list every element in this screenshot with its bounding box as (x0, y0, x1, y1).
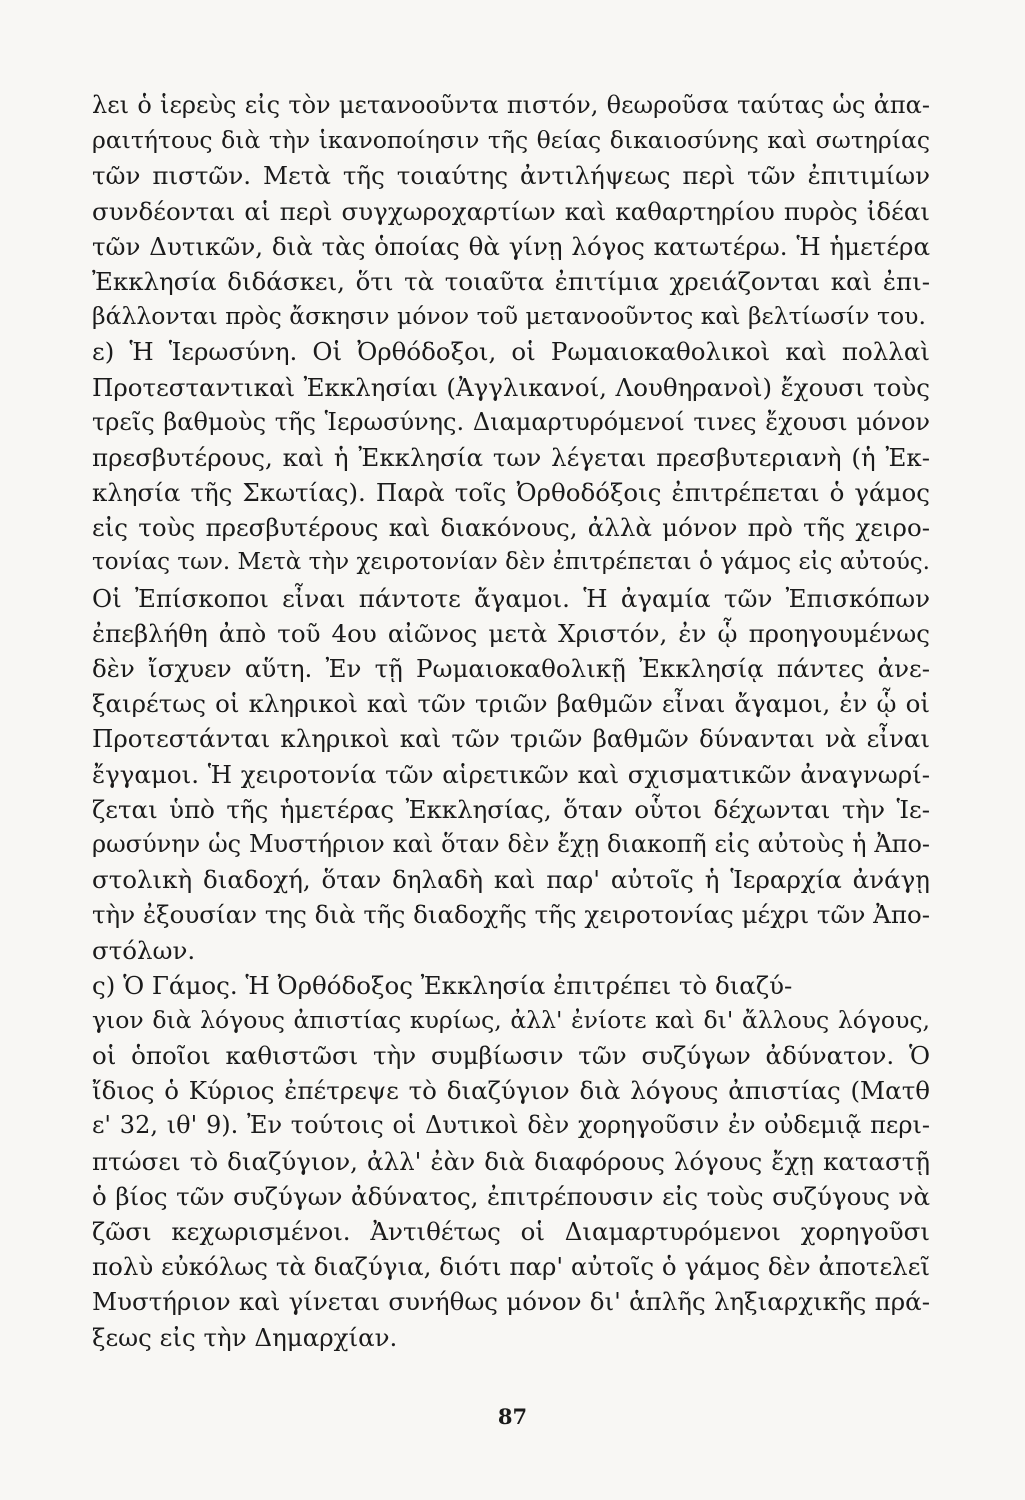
text-line: βάλλονται πρὸς ἄσκησιν μόνον τοῦ μετανοοῦντος καὶ βελτίωσίν του. (92, 302, 926, 331)
text-line: ε' 32, ιθ' 9). Ἐν τούτοις οἱ Δυτικοὶ δὲν χορηγοῦσιν ἐν οὐδεμιᾷ περι- (92, 1111, 930, 1140)
text-line: Μυστήριον καὶ γίνεται συνήθως μόνον δι' ἁπλῆς ληξιαρχικῆς πρά- (92, 1287, 930, 1317)
text-line: ζεται ὑπὸ τῆς ἡμετέρας Ἐκκλησίας, ὅταν οὗτοι δέχωνται τὴν Ἱε- (92, 794, 930, 824)
body-text (92, 88, 930, 1355)
text-line: ἐπεβλήθη ἀπὸ τοῦ 4ου αἰῶνος μετὰ Χριστόν, ἐν ᾧ προηγουμένως (92, 618, 930, 648)
text-line: πτώσει τὸ διαζύγιον, ἀλλ' ἐὰν διὰ διαφόρους λόγους ἔχῃ καταστῇ (92, 1146, 930, 1176)
text-line: εἰς τοὺς πρεσβυτέρους καὶ διακόνους, ἀλλὰ μόνον πρὸ τῆς χειρο- (92, 513, 930, 543)
text-line: δὲν ἴσχυεν αὕτη. Ἐν τῇ Ρωμαιοκαθολικῇ Ἐκκλησίᾳ πάντες ἀνε- (92, 654, 930, 683)
text-line: ξεως εἰς τὴν Δημαρχίαν. (92, 1322, 398, 1352)
text-line: τῶν Δυτικῶν, διὰ τὰς ὁποίας θὰ γίνῃ λόγος κατωτέρω. Ἡ ἡμετέρα (92, 231, 930, 261)
text-line: γιον διὰ λόγους ἀπιστίας κυρίως, ἀλλ' ἐνίοτε καὶ δι' ἄλλους λόγους, (92, 1005, 930, 1034)
text-line: ἴδιος ὁ Κύριος ἐπέτρεψε τὸ διαζύγιον διὰ λόγους ἀπιστίας (Ματθ (92, 1076, 930, 1106)
text-line: ς) Ὁ Γάμος. Ἡ Ὀρθόδοξος Ἐκκλησία ἐπιτρέπει τὸ διαζύ- (92, 970, 793, 1000)
text-line: λει ὁ ἱερεὺς εἰς τὸν μετανοοῦντα πιστόν, θεωροῦσα ταύτας ὡς ἀπα- (92, 91, 930, 119)
text-line: πρεσβυτέρους, καὶ ἡ Ἐκκλησία των λέγεται πρεσβυτεριανὴ (ἡ Ἐκ- (92, 442, 930, 472)
text-line: τρεῖς βαθμοὺς τῆς Ἱερωσύνης. Διαμαρτυρόμενοί τινες ἔχουσι μόνον (92, 407, 930, 436)
text-line: συνδέονται αἱ περὶ συγχωροχαρτίων καὶ καθαρτηρίου πυρὸς ἰδέαι (92, 196, 930, 226)
text-line: στόλων. (92, 935, 196, 965)
text-line: πολὺ εὐκόλως τὰ διαζύγια, διότι παρ' αὐτοῖς ὁ γάμος δὲν ἀποτελεῖ (92, 1252, 930, 1282)
text-line: Προτεστάνται κληρικοὶ καὶ τῶν τριῶν βαθμῶν δύνανται νὰ εἶναι (92, 724, 930, 754)
text-line: τῶν πιστῶν. Μετὰ τῆς τοιαύτης ἀντιλήψεως περὶ τῶν ἐπιτιμίων (92, 161, 930, 191)
text-line: ζῶσι κεχωρισμένοι. Ἀντιθέτως οἱ Διαμαρτυρόμενοι χορηγοῦσι (92, 1217, 930, 1246)
text-line: κλησία τῆς Σκωτίας). Παρὰ τοῖς Ὀρθοδόξοις ἐπιτρέπεται ὁ γάμος (92, 478, 930, 508)
text-line: στολικὴ διαδοχή, ὅταν δηλαδὴ καὶ παρ' αὐτοῖς ἡ Ἱεραρχία ἀνάγῃ (92, 865, 930, 895)
text-line: Οἱ Ἐπίσκοποι εἶναι πάντοτε ἄγαμοι. Ἡ ἀγαμία τῶν Ἐπισκόπων (92, 583, 930, 613)
text-line: ε) Ἡ Ἱερωσύνη. Οἱ Ὀρθόδοξοι, οἱ Ρωμαιοκαθολικοὶ καὶ πολλαὶ (92, 337, 930, 367)
text-line: ὁ βίος τῶν συζύγων ἀδύνατος, ἐπιτρέπουσιν εἰς τοὺς συζύγους νὰ (92, 1181, 930, 1211)
text-line: Προτεσταντικαὶ Ἐκκλησίαι (Ἀγγλικανοί, Λουθηρανοὶ) ἔχουσι τοὺς (92, 372, 930, 402)
text-line: ραιτήτους διὰ τὴν ἱκανοποίησιν τῆς θείας δικαιοσύνης καὶ σωτηρίας (92, 126, 930, 155)
text-line: ξαιρέτως οἱ κληρικοὶ καὶ τῶν τριῶν βαθμῶν εἶναι ἄγαμοι, ἐν ᾧ οἱ (92, 689, 930, 719)
text-line: οἱ ὁποῖοι καθιστῶσι τὴν συμβίωσιν τῶν συζύγων ἀδύνατον. Ὁ (92, 1041, 930, 1071)
text-line: τὴν ἐξουσίαν της διὰ τῆς διαδοχῆς τῆς χειροτονίας μέχρι τῶν Ἀπο- (92, 900, 930, 930)
text-line: Ἐκκλησία διδάσκει, ὅτι τὰ τοιαῦτα ἐπιτίμια χρειάζονται καὶ ἐπι- (92, 266, 930, 296)
text-line: τονίας των. Μετὰ τὴν χειροτονίαν δὲν ἐπιτρέπεται ὁ γάμος εἰς αὐτούς. (92, 549, 930, 576)
page-number: 87 (497, 1404, 528, 1429)
text-line: ἔγγαμοι. Ἡ χειροτονία τῶν αἱρετικῶν καὶ σχισματικῶν ἀναγνωρί- (92, 759, 930, 789)
text-line: ρωσύνην ὡς Μυστήριον καὶ ὅταν δὲν ἔχῃ διακοπῆ εἰς αὐτοὺς ἡ Ἀπο- (92, 829, 930, 858)
